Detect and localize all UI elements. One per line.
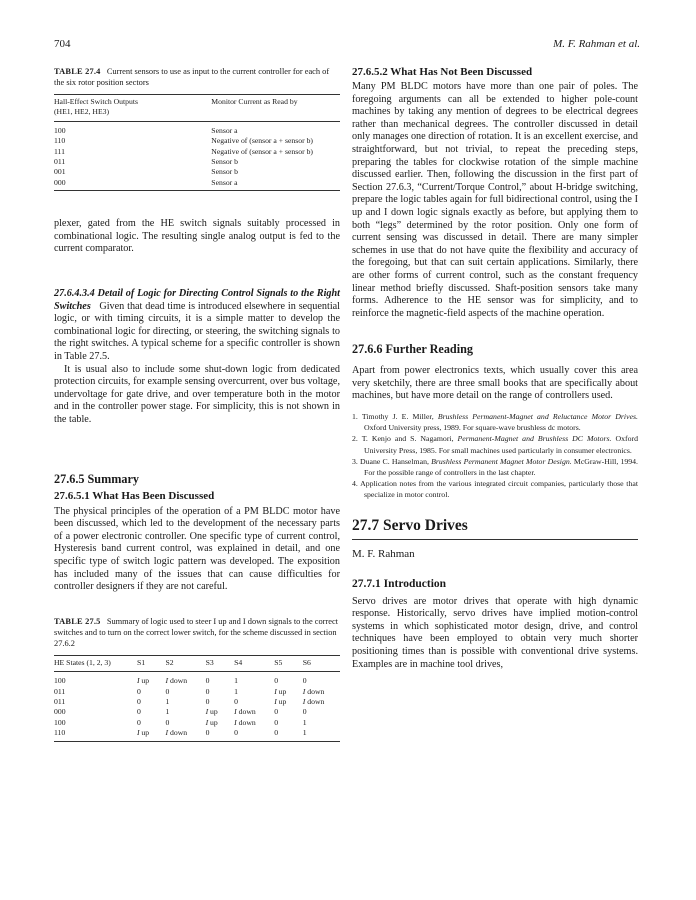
table-header-cell: S5 <box>274 655 303 671</box>
table-27-5 <box>54 655 340 742</box>
table-caption-text: Summary of logic used to steer I up and I down signals to the correct switches and to turn on the correct lower switch, for the scheme discussed in section 27.6.2 <box>54 616 339 648</box>
table-cell: 0 <box>302 707 307 717</box>
table-cell: Sensor b <box>211 167 238 177</box>
subsection-heading: 27.6.4.3.4 Detail of Logic for Directing Control Signals to the Right Switches <box>54 288 340 312</box>
table-cell: I up <box>274 696 287 706</box>
table-row <box>54 728 340 741</box>
table-cell: 0 <box>274 707 279 717</box>
table-cell: 0 <box>234 696 238 706</box>
table-cell: 1 <box>165 696 170 706</box>
table-cell: 011 <box>54 696 66 706</box>
table-cell: I up <box>274 686 287 696</box>
table-27-4-caption <box>54 66 340 88</box>
table-header-line: (HE1, HE2, HE3) <box>54 107 110 117</box>
table-cell: 011 <box>54 157 66 167</box>
table-cell: 1 <box>234 686 238 696</box>
table-row <box>54 178 340 191</box>
table-label: TABLE 27.4 <box>54 67 101 76</box>
table-cell: I down <box>166 728 206 741</box>
table-cell: I down <box>234 707 256 717</box>
table-cell: 100 <box>54 125 66 135</box>
reference-item: 4. Application notes from the various integrated circuit companies, particularly those that specialize in motor control. <box>352 479 638 500</box>
table-cell: 000 <box>54 707 66 717</box>
table-header-cell: S3 <box>206 655 235 671</box>
table-caption-text: Current sensors to use as input to the current controller for each of the six rotor position sectors <box>54 67 330 87</box>
running-header-author: M. F. Rahman et al. <box>553 38 640 50</box>
table-cell: I down <box>234 717 256 727</box>
left-column <box>54 66 340 742</box>
table-cell: 1 <box>234 676 238 686</box>
table-label: TABLE 27.5 <box>54 616 101 626</box>
section-heading: 27.6.6 Further Reading <box>352 342 473 357</box>
divider <box>352 539 638 540</box>
table-cell: 1 <box>165 707 170 717</box>
table-cell: 100 <box>54 717 66 727</box>
section-heading: 27.6.5 Summary <box>54 471 139 486</box>
table-cell: I up <box>136 676 150 686</box>
table-cell: 111 <box>54 146 65 156</box>
section-27-6-4-3-4 <box>54 288 340 364</box>
table-cell: 0 <box>205 676 210 686</box>
page-number: 704 <box>54 38 71 50</box>
table-cell: 0 <box>206 728 235 741</box>
table-27-4 <box>54 94 340 191</box>
table-cell: 001 <box>54 167 66 177</box>
table-cell: Negative of (sensor a + sensor b) <box>211 136 313 146</box>
table-27-5-body <box>54 672 340 741</box>
table-cell: Sensor a <box>211 178 340 191</box>
table-row <box>54 167 340 177</box>
table-cell: 110 <box>54 728 137 741</box>
table-header-cell: S4 <box>234 655 274 671</box>
table-cell: 0 <box>205 696 210 706</box>
table-cell: Negative of (sensor a + sensor b) <box>211 146 313 156</box>
table-cell: 110 <box>54 136 66 146</box>
subsection-heading: 27.6.5.2 What Has Not Been Discussed <box>352 66 533 78</box>
reference-item: 2. T. Kenjo and S. Nagamori, Permanent-Magnet and Brushless DC Motors. Oxford University Press, 1985. For small machines used particularly in consumer electronics. <box>352 434 638 455</box>
table-header-cell: S6 <box>303 655 340 671</box>
paragraph-shutdown: It is usual also to include some shut-down logic from dedicated protection circuits, for example sensing overcurrent, over bus voltage, undervoltage for gate drive, and over temperature both in the motor and in the controller power stage. For simplicity, this is not shown in the table. <box>54 363 340 425</box>
table-cell: 1 <box>303 728 340 741</box>
table-header-cell: S1 <box>137 655 166 671</box>
table-cell: I up <box>205 707 218 717</box>
table-cell: I down <box>302 686 325 696</box>
table-cell: 000 <box>54 178 211 191</box>
table-cell: 1 <box>302 717 307 727</box>
table-cell: Sensor b <box>211 157 238 167</box>
table-cell: 0 <box>274 676 279 686</box>
table-cell: 0 <box>205 686 210 696</box>
table-row <box>54 157 340 167</box>
section-author: M. F. Rahman <box>352 547 415 560</box>
table-cell: I up <box>137 728 166 741</box>
table-cell: 011 <box>54 686 66 696</box>
table-cell: 0 <box>136 686 141 696</box>
table-cell: 0 <box>302 676 307 686</box>
table-row <box>54 707 340 717</box>
table-row <box>54 718 340 728</box>
subsection-heading: 27.7.1 Introduction <box>352 577 447 590</box>
paragraph-plexer: plexer, gated from the HE switch signals suitably processed in combinational logic. The resulting single analog output is fed to the current comparator. <box>54 218 340 255</box>
table-27-5-caption <box>54 616 340 649</box>
table-header-cell: Monitor Current as Read by <box>211 95 340 122</box>
table-cell: 100 <box>54 676 66 686</box>
subsection-heading: 27.6.5.1 What Has Been Discussed <box>54 489 215 502</box>
table-row <box>54 147 340 157</box>
table-cell: 0 <box>165 717 170 727</box>
table-row <box>54 136 340 146</box>
table-header-cell: S2 <box>166 655 206 671</box>
paragraph-not-discussed: Many PM BLDC motors have more than one pair of poles. The foregoing arguments can all be extended to higher pole-count machines by taking any mention of degrees to be electrical degrees rather than mechanical degrees. The controller discussed in detail only manages one direction of rotation. It is an excellent exercise, and straightforward, but not trivial, to repeat the preceding steps, preparing the tables for clockwise rotation of the simple machine discussed earlier. Then, following the discussion in the first part of Section 27.6.3, “Current/Torque Control,” about H-bridge switching, prepare the logic tables again for full bidirectional control, using the I up and I down logic signals exactly as before, but applying them to both “legs” determined by the rotor position. Only one form of current sensing was discussed in detail. There are many simpler schemes in use that do not have quite the flexibility and accuracy of the foregoing, but that can suit certain applications. Similarly, there are other forms of current control, such as the constant frequency linear method briefly discussed. Shaft-position sensors take many forms. Adherence to the HE sensor was for simplicity, and to reinforce the magnetic-field aspects of the machine operation. <box>352 81 638 319</box>
paragraph-summary: The physical principles of the operation of a PM BLDC motor have been discussed, which led to the development of the necessary parts of a power electronic controller. One specific type of current control, Hysteresis band current control, was explained in detail, and one specific type of switch logic pattern was developed. The exposition has included many of the issues that can cause difficulties for controller designers if they are not careful. <box>54 505 340 593</box>
table-cell: 0 <box>136 696 141 706</box>
paragraph-further-reading: Apart from power electronics texts, which usually cover this area very sketchily, there are three small books that are specifically about machines, but have more detail on the range of controllers used. <box>352 365 638 402</box>
paragraph-introduction: Servo drives are motor drives that operate with high dynamic response. Historically, servo drives have implied motion-control systems in which sophisticated motor design, drive, and control techniques have been employed to obtain very much shorter positioning times than is possible with conventional drive systems. Examples are in machine tool drives, <box>352 595 638 670</box>
right-column <box>352 66 638 671</box>
table-row <box>54 121 340 136</box>
table-cell: I down <box>165 676 188 686</box>
table-row <box>54 672 340 687</box>
table-cell: 0 <box>234 728 274 741</box>
table-cell: 0 <box>274 728 303 741</box>
table-header-line: Hall-Effect Switch Outputs <box>54 97 138 106</box>
table-cell: 0 <box>274 717 279 727</box>
table-row <box>54 687 340 697</box>
reference-item: 1. Timothy J. E. Miller, Brushless Permanent-Magnet and Reluctance Motor Drives. Oxford University press, 1989. For square-wave brushless dc motors. <box>352 412 639 433</box>
table-cell: 0 <box>165 686 170 696</box>
reference-item: 3. Duane C. Hanselman, Brushless Permanent Magnet Motor Design. McGraw-Hill, 1994. For the possible range of controllers in the last chapter. <box>352 456 638 478</box>
reference-list <box>352 411 638 501</box>
table-cell: I down <box>302 696 325 706</box>
table-cell: 0 <box>136 717 141 727</box>
table-header-cell <box>54 95 211 122</box>
table-cell: Sensor a <box>211 125 238 135</box>
subsection-text: Given that dead time is introduced elsewhere in sequential logic, or with timing circuits, it is a simple matter to develop the combinational logic for directing, or steering, the switching signals to the right switches. A typical scheme for a specific controller is shown in Table 27.5. <box>54 300 341 362</box>
table-row <box>54 697 340 707</box>
section-heading: 27.7 Servo Drives <box>352 516 468 534</box>
table-cell: 0 <box>136 707 141 717</box>
table-header-cell: HE States (1, 2, 3) <box>54 655 137 671</box>
table-cell: I up <box>205 717 218 727</box>
